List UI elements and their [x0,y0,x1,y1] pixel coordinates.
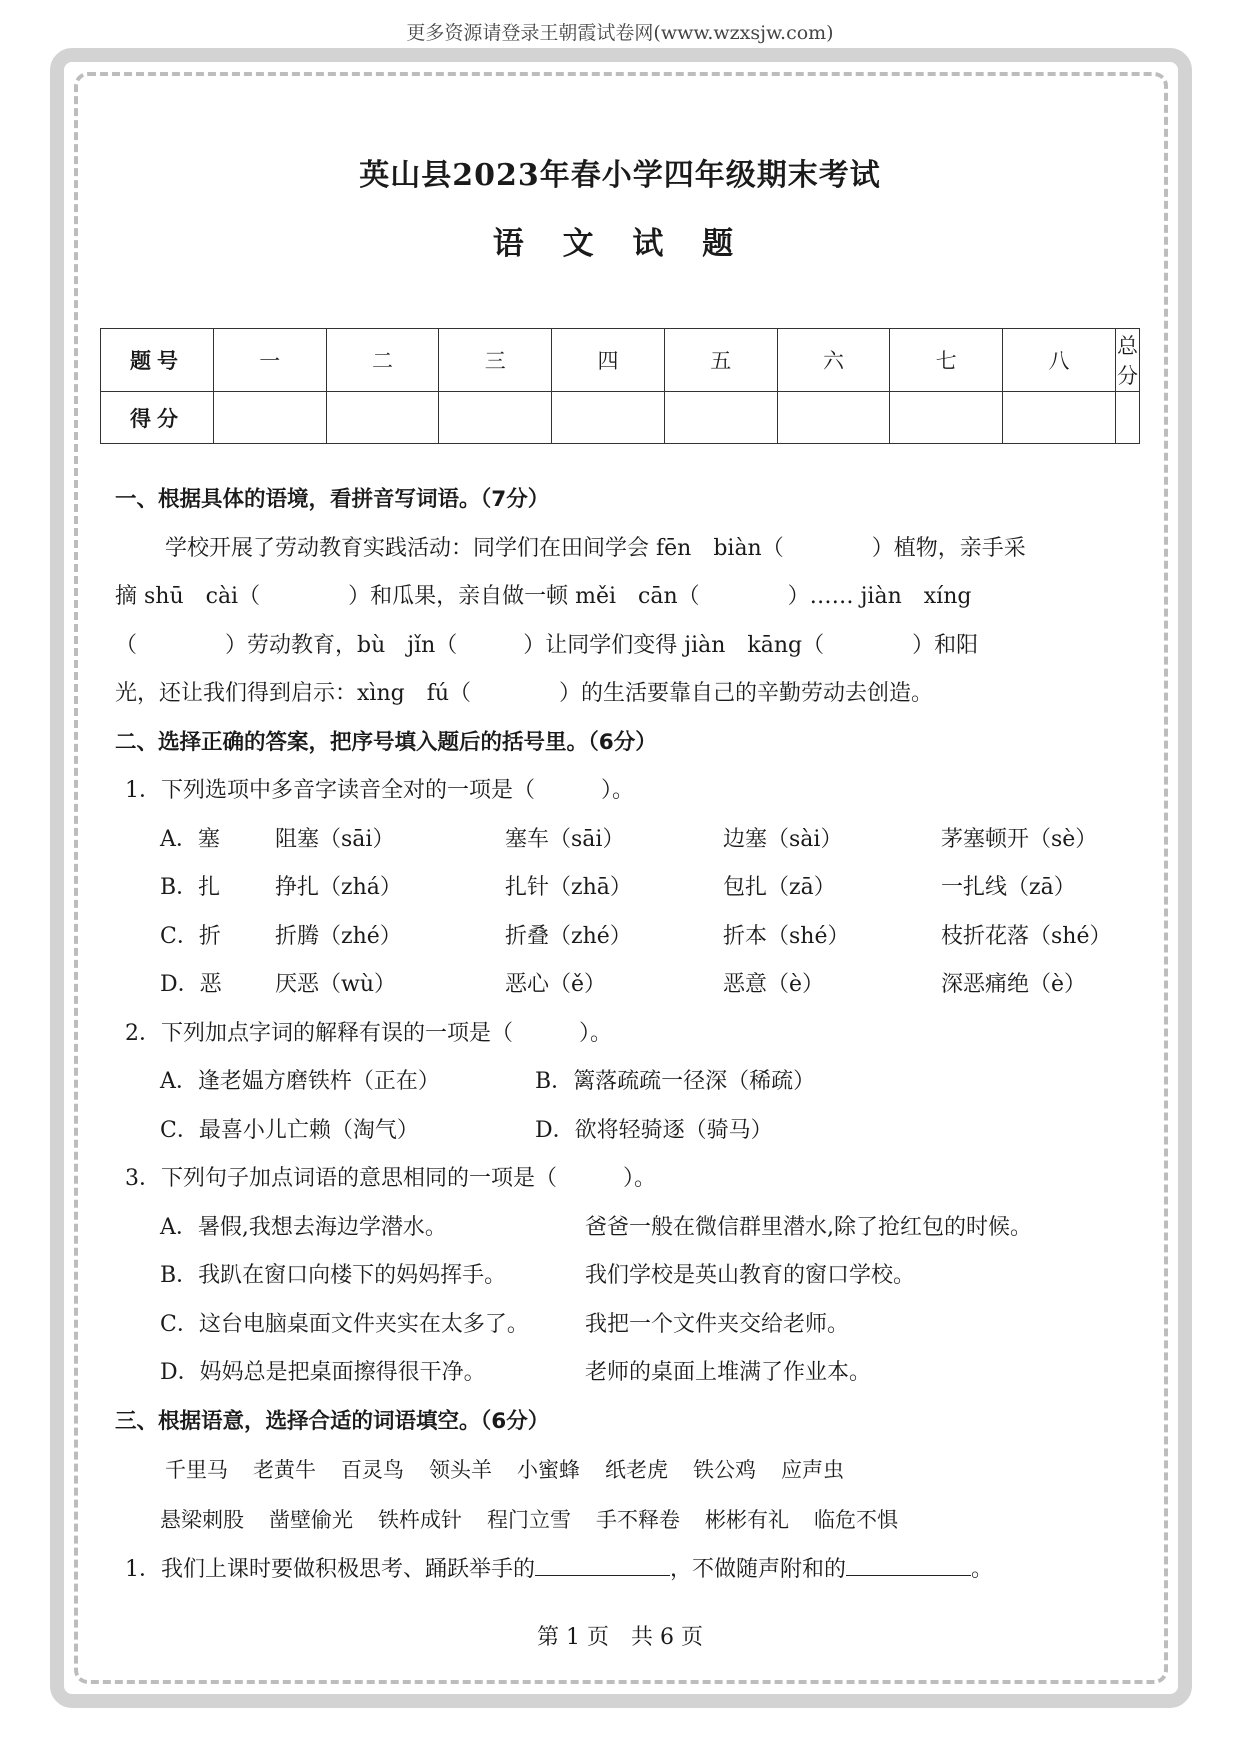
option-row [115,1349,1130,1398]
question-3-1 [115,1545,1130,1595]
exam-title: 英山县2023年春小学四年级期末考试 [359,158,881,193]
option-item: B．我趴在窗口向楼下的妈妈挥手。 [160,1263,507,1288]
score-cell[interactable] [777,392,890,444]
option-item: 我们学校是英山教育的窗口学校。 [585,1263,916,1288]
word-bank-item: 程门立雪 [487,1507,571,1532]
score-cell[interactable] [1115,392,1139,444]
option-label: A．塞 [160,826,220,852]
top-note: 更多资源请登录王朝霞试卷网(www.wzxsjw.com) [406,22,834,44]
word-bank-item: 千里马 [165,1458,228,1482]
section-1-heading: 一、根据具体的语境，看拼音写词语。（7分） [115,487,550,512]
score-table-score-row [101,392,1140,444]
option-row [115,816,1130,865]
option-item: 扎针（zhā） [505,875,632,900]
section-1-line: 学校开展了劳动教育实践活动：同学们在田间学会 fēn biàn（ ）植物，亲手采 [165,535,1026,561]
score-table-header: 二 [326,329,439,392]
option-item: 包扎（zā） [723,875,836,900]
score-table-header: 七 [890,329,1003,392]
score-table-header: 五 [664,329,777,392]
question-2-1-stem: 1．下列选项中多音字读音全对的一项是（ ）。 [125,778,634,803]
section-1-line: 光，还让我们得到启示：xìng fú（ ）的生活要靠自己的辛勤劳动去创造。 [115,681,934,706]
option-row [115,1204,1130,1253]
score-cell[interactable] [664,392,777,444]
word-bank-item: 纸老虎 [605,1458,668,1482]
question-2-3-stem: 3．下列句子加点词语的意思相同的一项是（ ）。 [125,1166,656,1191]
word-bank-item: 铁杵成针 [378,1507,462,1532]
option-item: A．逢老媪方磨铁杵（正在） [160,1069,440,1094]
question-2-2-stem: 2．下列加点字词的解释有误的一项是（ ）。 [125,1020,612,1046]
score-cell[interactable] [552,392,665,444]
option-item: C．最喜小儿亡赖（淘气） [160,1117,419,1143]
option-item: 塞车（sāi） [505,826,625,852]
option-row [115,961,1130,1010]
word-bank-item: 彬彬有礼 [705,1507,789,1532]
score-table-header: 四 [552,329,665,392]
score-table-header: 八 [1003,329,1116,392]
option-item: 爸爸一般在微信群里潜水,除了抢红包的时候。 [585,1214,1032,1240]
exam-content [115,476,1130,1595]
option-row [115,1058,1130,1107]
word-bank-item: 铁公鸡 [693,1458,756,1482]
option-item: 枝折花落（shé） [941,923,1112,949]
answer-blank[interactable] [846,1545,971,1576]
word-bank-item: 应声虫 [781,1458,844,1482]
option-item: B．篱落疏疏一径深（稀疏） [535,1069,816,1094]
score-table-header: 三 [439,329,552,392]
option-item: 挣扎（zhá） [275,875,402,900]
score-table-header: 一 [213,329,326,392]
word-bank-item: 凿壁偷光 [269,1507,353,1532]
question-3-1-text: 1．我们上课时要做积极思考、踊跃举手的 [125,1557,535,1582]
word-bank-item: 手不释卷 [596,1507,680,1532]
section-1-line: （ ）劳动教育，bù jǐn（ ）让同学们变得 jiàn kāng（ ）和阳 [115,632,979,658]
score-table-header: 题号 [101,329,214,392]
score-cell[interactable] [213,392,326,444]
option-item: 厌恶（wù） [275,972,397,997]
question-3-1-text: ，不做随声附和的 [670,1557,847,1582]
score-table [100,328,1140,444]
option-item: 恶意（è） [723,972,825,997]
option-item: 茅塞顿开（sè） [941,826,1098,852]
option-label: C．折 [160,923,221,949]
option-label: B．扎 [160,875,221,900]
option-item: 折本（shé） [723,923,850,949]
option-item: 恶心（ě） [505,972,607,997]
word-bank-item: 领头羊 [429,1458,492,1482]
score-table-header: 六 [777,329,890,392]
option-item: C．这台电脑桌面文件夹实在太多了。 [160,1311,529,1337]
exam-page [100,100,1140,1660]
score-cell[interactable] [439,392,552,444]
section-3-heading: 三、根据语意，选择合适的词语填空。（6分） [115,1408,550,1434]
score-cell[interactable] [1003,392,1116,444]
option-row [115,1107,1130,1156]
option-item: A．暑假,我想去海边学潜水。 [160,1214,447,1240]
section-1-line: 摘 shū cài（ ）和瓜果，亲自做一顿 měi cān（ ）…… jiàn xíng [115,584,972,609]
option-row [115,1252,1130,1301]
word-bank-item: 老黄牛 [253,1458,316,1482]
word-bank-row-1 [115,1446,1130,1496]
word-bank-item: 悬梁刺股 [160,1507,244,1532]
word-bank-item: 临危不惧 [814,1507,898,1532]
score-table-header: 总分 [1115,329,1139,392]
option-label: D．恶 [160,972,222,997]
option-item: 折腾（zhé） [275,923,402,949]
exam-subtitle: 语 文 试 题 [492,226,748,262]
answer-blank[interactable] [535,1545,670,1576]
option-item: 老师的桌面上堆满了作业本。 [585,1360,872,1385]
option-item: D．欲将轻骑逐（骑马） [535,1117,773,1143]
word-bank-row-2 [115,1496,1130,1546]
option-item: 深恶痛绝（è） [941,972,1087,997]
word-bank-item: 小蜜蜂 [517,1458,580,1482]
score-table-header-row [101,329,1140,392]
score-row-label: 得分 [101,392,214,444]
section-2-heading: 二、选择正确的答案，把序号填入题后的括号里。（6分） [115,729,657,755]
score-cell[interactable] [890,392,1003,444]
question-3-1-text: 。 [971,1557,994,1582]
option-item: 阻塞（sāi） [275,826,395,852]
option-item: D．妈妈总是把桌面擦得很干净。 [160,1360,486,1385]
option-item: 折叠（zhé） [505,923,632,949]
option-item: 我把一个文件夹交给老师。 [585,1311,850,1337]
page-footer: 第 1 页 共 6 页 [537,1625,703,1650]
option-item: 一扎线（zā） [941,875,1076,900]
word-bank-item: 百灵鸟 [341,1458,404,1482]
score-cell[interactable] [326,392,439,444]
option-row [115,864,1130,913]
option-item: 边塞（sài） [723,826,843,852]
option-row [115,1301,1130,1350]
option-row [115,913,1130,962]
